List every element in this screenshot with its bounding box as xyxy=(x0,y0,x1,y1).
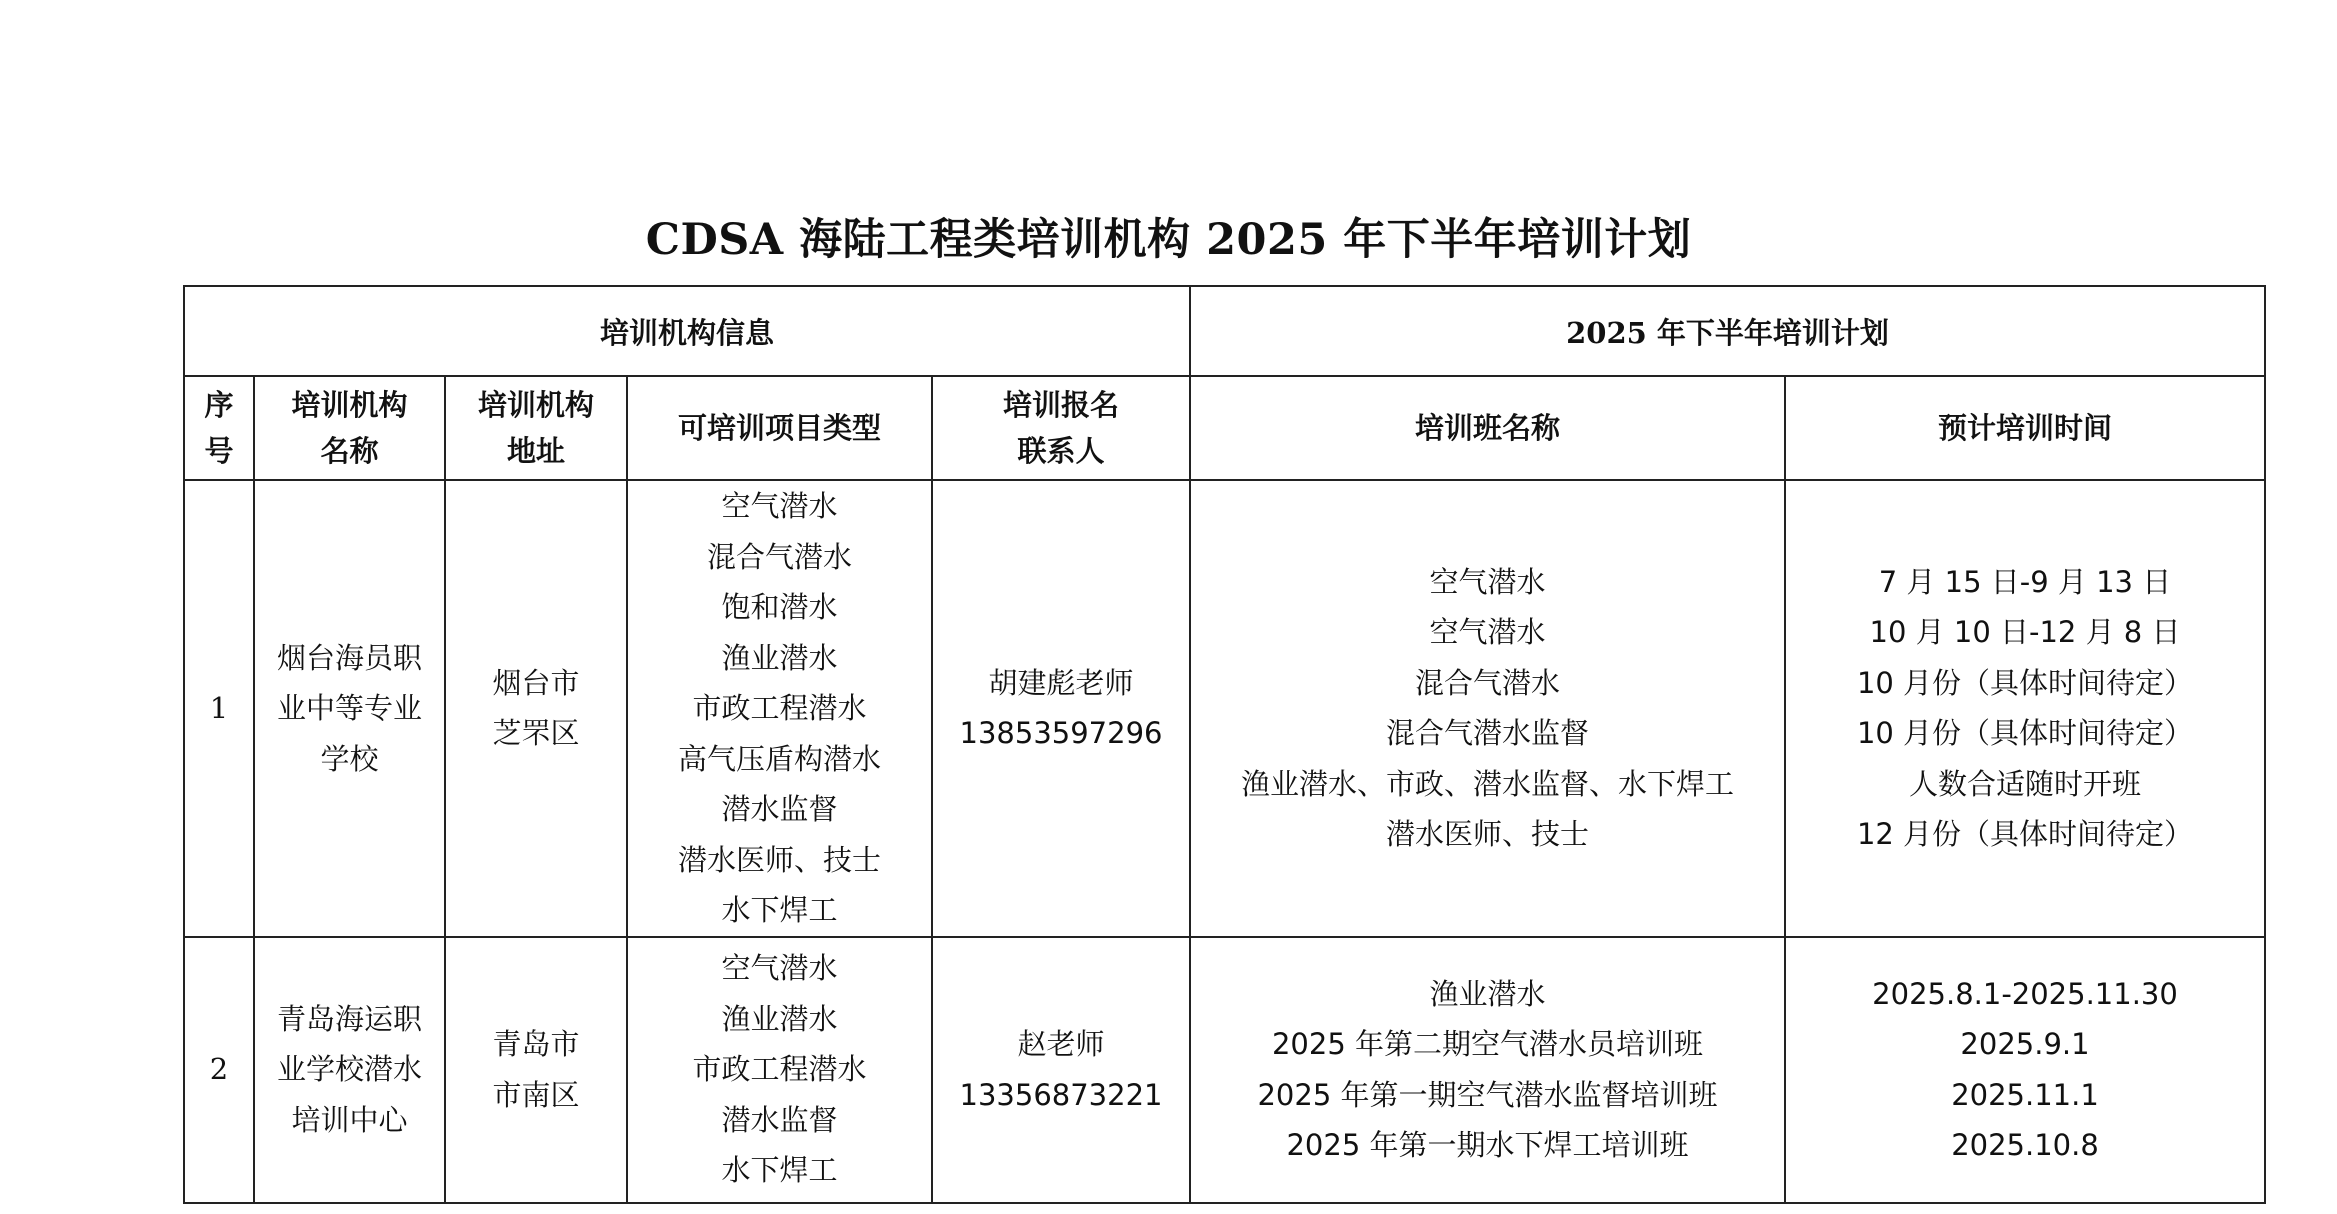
group-header-row xyxy=(184,286,2265,376)
page-title: CDSA 海陆工程类培训机构 2025 年下半年培训计划 xyxy=(645,215,1692,265)
cell-times: 7 月 15 日-9 月 13 日 10 月 10 日-12 月 8 日 10 月份（具体时间待定） 10 月份（具体时间待定） 人数合适随时开班 12 月份（具体时间待定） xyxy=(1785,480,2265,937)
group-header-plan: 2025 年下半年培训计划 xyxy=(1190,286,2265,376)
cell-project-types: 空气潜水 渔业潜水 市政工程潜水 潜水监督 水下焊工 xyxy=(627,937,932,1203)
column-header-row xyxy=(184,376,2265,480)
col-header-address: 培训机构 地址 xyxy=(445,376,627,480)
col-header-contact: 培训报名 联系人 xyxy=(932,376,1190,480)
training-plan-table xyxy=(183,285,2266,1204)
col-header-name: 培训机构 名称 xyxy=(254,376,445,480)
cell-name: 青岛海运职 业学校潜水 培训中心 xyxy=(254,937,445,1203)
cell-contact: 胡建彪老师 13853597296 xyxy=(932,480,1190,937)
cell-seq: 2 xyxy=(184,937,254,1203)
table-row xyxy=(184,937,2265,1203)
cell-project-types: 空气潜水 混合气潜水 饱和潜水 渔业潜水 市政工程潜水 高气压盾构潜水 潜水监督 潜水医师、技士 水下焊工 xyxy=(627,480,932,937)
col-header-project-types: 可培训项目类型 xyxy=(627,376,932,480)
col-header-time: 预计培训时间 xyxy=(1785,376,2265,480)
cell-classes: 空气潜水 空气潜水 混合气潜水 混合气潜水监督 渔业潜水、市政、潜水监督、水下焊工 潜水医师、技士 xyxy=(1190,480,1785,937)
cell-name: 烟台海员职 业中等专业 学校 xyxy=(254,480,445,937)
cell-times: 2025.8.1-2025.11.30 2025.9.1 2025.11.1 2025.10.8 xyxy=(1785,937,2265,1203)
col-header-class-name: 培训班名称 xyxy=(1190,376,1785,480)
cell-contact: 赵老师 13356873221 xyxy=(932,937,1190,1203)
cell-classes: 渔业潜水 2025 年第二期空气潜水员培训班 2025 年第一期空气潜水监督培训班 2025 年第一期水下焊工培训班 xyxy=(1190,937,1785,1203)
cell-seq: 1 xyxy=(184,480,254,937)
group-header-institution-info: 培训机构信息 xyxy=(184,286,1190,376)
cell-address: 烟台市 芝罘区 xyxy=(445,480,627,937)
cell-address: 青岛市 市南区 xyxy=(445,937,627,1203)
col-header-seq: 序 号 xyxy=(184,376,254,480)
table-row xyxy=(184,480,2265,937)
